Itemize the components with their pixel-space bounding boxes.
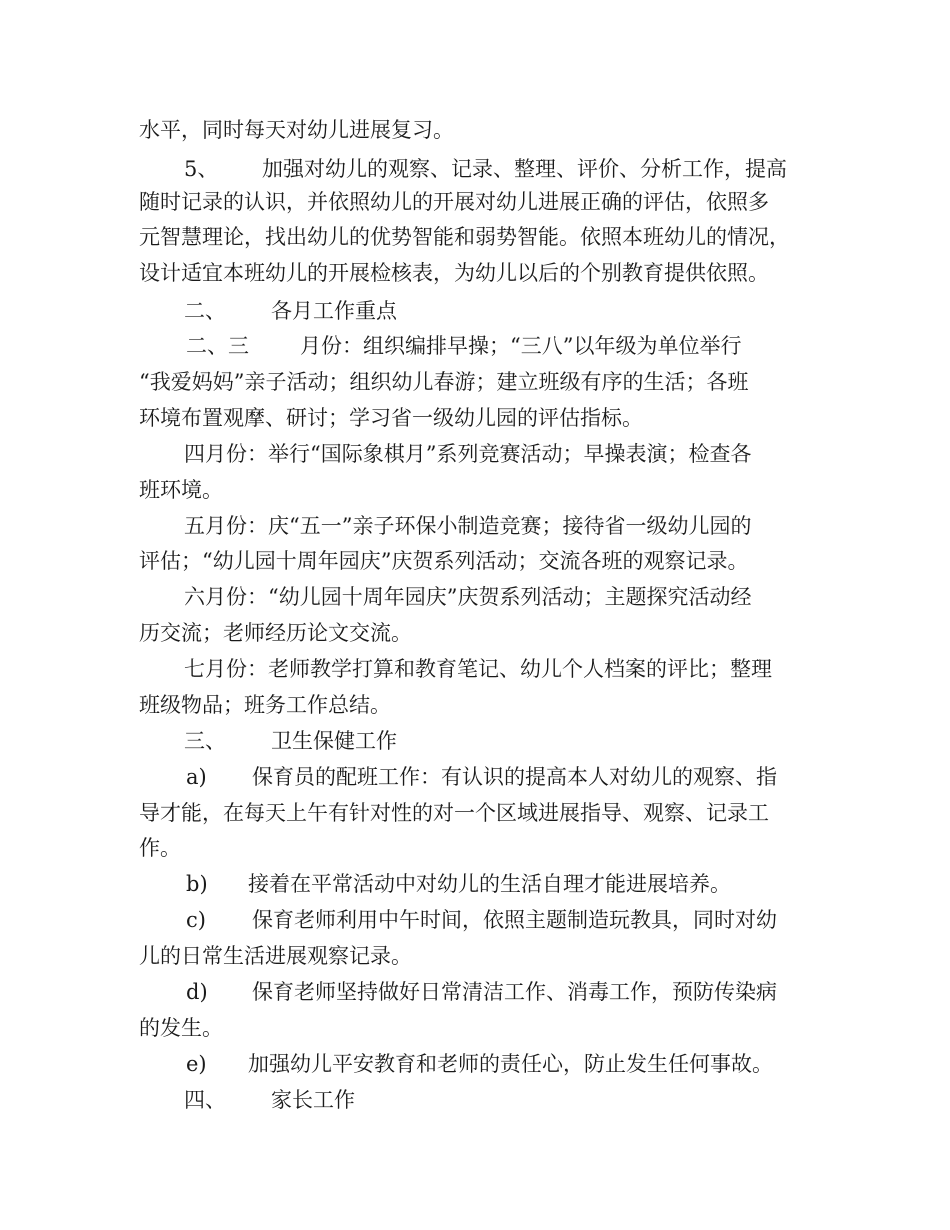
list-number: 5、	[184, 157, 219, 181]
section-heading: 卫生保健工作	[271, 729, 397, 753]
list-marker: c)	[186, 908, 206, 932]
text-line: 保育老师利用中午时间，依照主题制造玩教具，同时对幼	[252, 908, 777, 932]
list-marker: e)	[186, 1052, 207, 1076]
text-line: 的发生。	[139, 1016, 223, 1040]
text-line: 环境布置观摩、研讨；学习省一级幼儿园的评估指标。	[139, 406, 643, 430]
list-marker: b)	[186, 872, 208, 896]
text-line: 加强对幼儿的观察、记录、整理、评价、分析工作，提高	[262, 157, 787, 181]
text-line: 元智慧理论，找出幼儿的优势智能和弱势智能。依照本班幼儿的情况，	[139, 225, 790, 249]
text-line: 随时记录的认识，并依照幼儿的开展对幼儿进展正确的评估，依照多	[139, 190, 769, 214]
month-label: 二、三	[186, 334, 249, 358]
section-heading: 各月工作重点	[271, 299, 397, 323]
list-marker: a)	[186, 765, 207, 789]
text-line: 加强幼儿平安教育和老师的责任心，防止发生任何事故。	[248, 1052, 773, 1076]
text-line: 导才能，在每天上午有针对性的对一个区域进展指导、观察、记录工	[139, 801, 769, 825]
text-line: 儿的日常生活进展观察记录。	[139, 944, 412, 968]
section-number: 三、	[184, 729, 226, 753]
text-line: 设计适宜本班幼儿的开展检核表，为幼儿以后的个别教育提供依照。	[139, 261, 769, 285]
text-line: “我爱妈妈”亲子活动；组织幼儿春游；建立班级有序的生活；各班	[139, 370, 749, 394]
text-line: 保育老师坚持做好日常清洁工作、消毒工作，预防传染病	[252, 980, 777, 1004]
text-line: 六月份：“幼儿园十周年园庆”庆贺系列活动；主题探究活动经	[184, 585, 752, 609]
section-number: 四、	[184, 1088, 226, 1112]
text-line: 班级物品；班务工作总结。	[139, 693, 391, 717]
section-number: 二、	[184, 299, 226, 323]
text-line: 四月份：举行“国际象棋月”系列竞赛活动；早操表演；检查各	[184, 442, 752, 466]
text-line: 评估；“幼儿园十周年园庆”庆贺系列活动；交流各班的观察记录。	[139, 549, 749, 573]
text-line: 水平，同时每天对幼儿进展复习。	[139, 118, 454, 142]
text-line: 保育员的配班工作：有认识的提高本人对幼儿的观察、指	[252, 765, 777, 789]
list-marker: d)	[186, 980, 208, 1004]
text-line: 班环境。	[139, 478, 223, 502]
section-heading: 家长工作	[271, 1088, 355, 1112]
text-line: 七月份：老师教学打算和教育笔记、幼儿个人档案的评比；整理	[184, 657, 772, 681]
text-line: 五月份：庆“五一”亲子环保小制造竞赛；接待省一级幼儿园的	[184, 514, 752, 538]
text-line: 历交流；老师经历论文交流。	[139, 621, 412, 645]
text-line: 接着在平常活动中对幼儿的生活自理才能进展培养。	[248, 872, 731, 896]
text-line: 月份：组织编排早操；“三八”以年级为单位举行	[300, 334, 742, 358]
text-line: 作。	[139, 836, 181, 860]
